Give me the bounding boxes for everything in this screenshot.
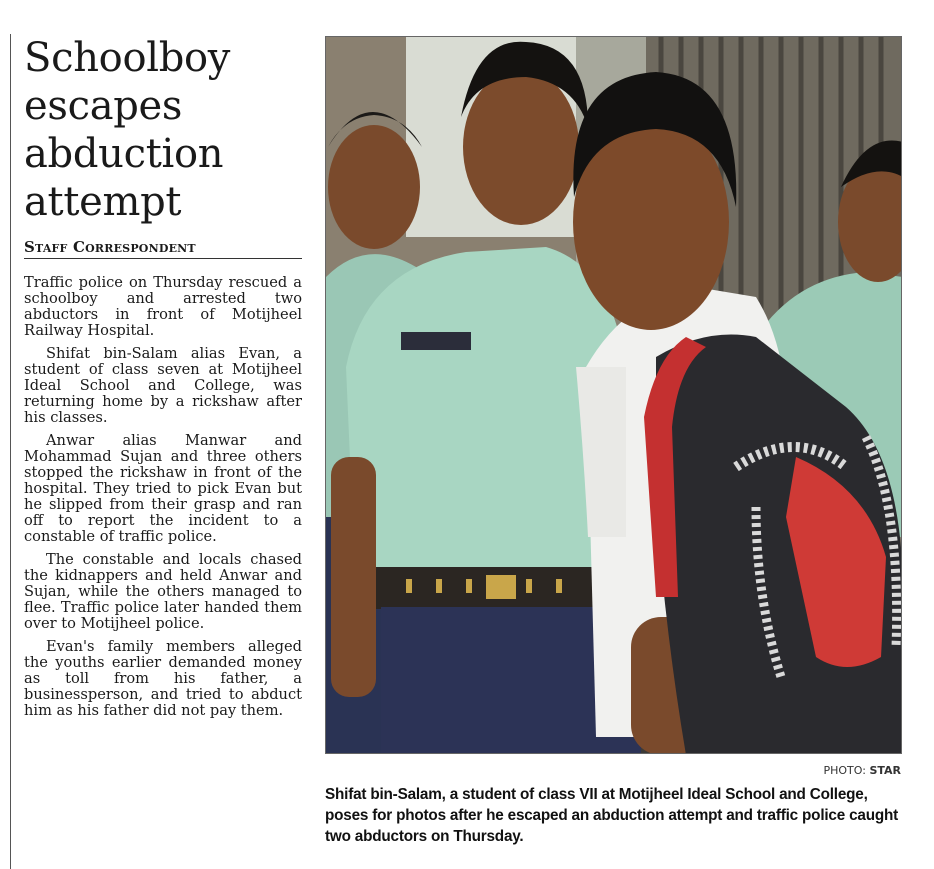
column-rule [10,34,11,869]
headline: Schoolboy escapes abduction attempt [24,35,231,225]
photo-credit [823,764,901,777]
photo-credit-prefix: PHOTO: [823,764,870,777]
paragraph: Anwar alias Manwar and Mohammad Sujan and three others stopped the rickshaw in front of the hospital. They tried to pick Evan but he slipped from their grasp and ran off to report the incident to a constable of traffic police. [24,432,302,545]
article-body [24,275,302,719]
news-photo [325,36,902,754]
paragraph: The constable and locals chased the kidnappers and held Anwar and Sujan, while the others managed to flee. Traffic police later handed them over to Motijheel police. [24,551,302,632]
paragraph: Evan's family members alleged the youths earlier demanded money as toll from his father, a businessperson, and tried to abduct him as his father did not pay them. [24,638,302,719]
photo-illustration [326,37,902,754]
photo-credit-source: STAR [869,764,901,777]
paragraph: Traffic police on Thursday rescued a schoolboy and arrested two abductors in front of Motijheel Railway Hospital. [24,274,302,339]
paragraph: Shifat bin-Salam alias Evan, a student of class seven at Motijheel Ideal School and College, was returning home by a rickshaw after his classes. [24,345,302,426]
photo-caption: Shifat bin-Salam, a student of class VII at Motijheel Ideal School and College, poses for photos after he escaped an abduction attempt and traffic police caught two abductors on Thursday. [325,786,899,845]
article [24,34,302,726]
byline: Staff Correspondent [24,238,302,259]
